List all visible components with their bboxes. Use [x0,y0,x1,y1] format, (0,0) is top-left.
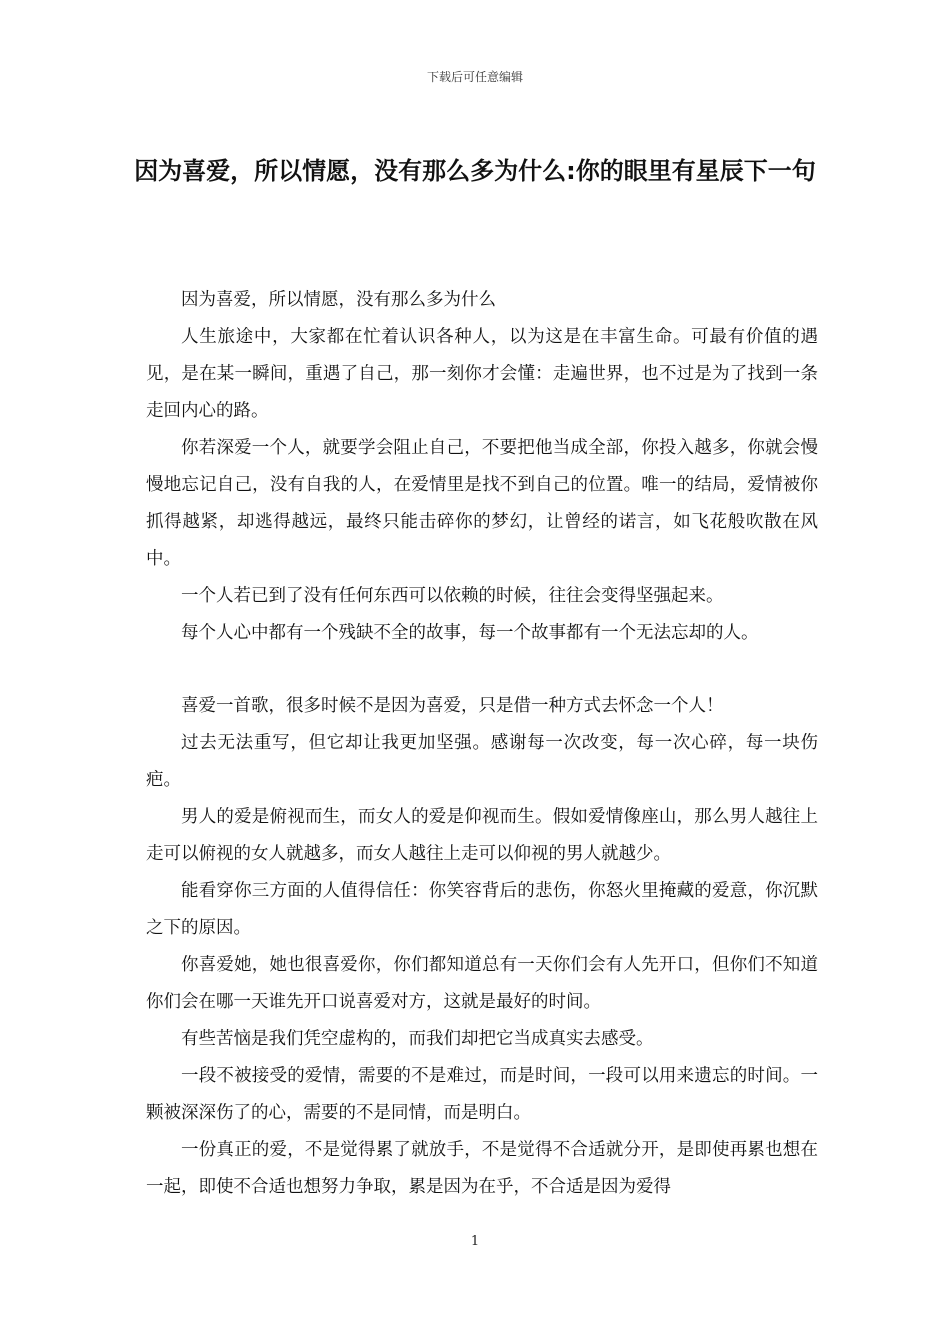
page-number: 1 [470,1234,480,1249]
paragraph: 每个人心中都有一个残缺不全的故事，每一个故事都有一个无法忘却的人。 [181,623,759,643]
paragraph: 有些苦恼是我们凭空虚构的，而我们却把它当成真实去感受。 [181,1029,654,1049]
paragraph: 一个人若已到了没有任何东西可以依赖的时候，往往会变得坚强起来。 [181,586,724,606]
page-header: 下载后可任意编辑 [426,70,523,84]
paragraph: 男人的爱是俯视而生，而女人的爱是仰视而生。假如爱情像座山，那么男人越往上走可以俯视的女人就越多，而女人越往上走可以仰视的男人就越少。 [146,807,818,864]
paragraph: 过去无法重写，但它却让我更加坚强。感谢每一次改变，每一次心碎，每一块伤疤。 [146,733,818,790]
paragraph: 人生旅途中，大家都在忙着认识各种人，以为这是在丰富生命。可最有价值的遇见，是在某一瞬间，重遇了自己，那一刻你才会懂：走遍世界，也不过是为了找到一条走回内心的路。 [146,327,818,421]
paragraph: 能看穿你三方面的人值得信任：你笑容背后的悲伤，你怒火里掩藏的爱意，你沉默之下的原因。 [146,881,818,938]
document-title: 因为喜爱，所以情愿，没有那么多为什么:你的眼里有星辰下一句 [134,157,816,185]
paragraph: 喜爱一首歌，很多时候不是因为喜爱，只是借一种方式去怀念一个人！ [181,696,724,716]
paragraph: 一段不被接受的爱情，需要的不是难过，而是时间，一段可以用来遗忘的时间。一颗被深深伤了的心，需要的不是同情，而是明白。 [146,1066,818,1123]
document-body [146,282,818,1206]
paragraph: 一份真正的爱，不是觉得累了就放手，不是觉得不合适就分开，是即使再累也想在一起，即使不合适也想努力争取，累是因为在乎，不合适是因为爱得 [146,1140,818,1197]
paragraph: 你若深爱一个人，就要学会阻止自己，不要把他当成全部，你投入越多，你就会慢慢地忘记自己，没有自我的人，在爱情里是找不到自己的位置。唯一的结局，爱情被你抓得越紧，却逃得越远，最终只能击碎你的梦幻，让曾经的诺言，如飞花般吹散在风中。 [146,438,818,569]
paragraph: 你喜爱她，她也很喜爱你，你们都知道总有一天你们会有人先开口，但你们不知道你们会在哪一天谁先开口说喜爱对方，这就是最好的时间。 [146,955,818,1012]
blank-line [146,652,818,688]
paragraph: 因为喜爱，所以情愿，没有那么多为什么 [181,290,496,310]
